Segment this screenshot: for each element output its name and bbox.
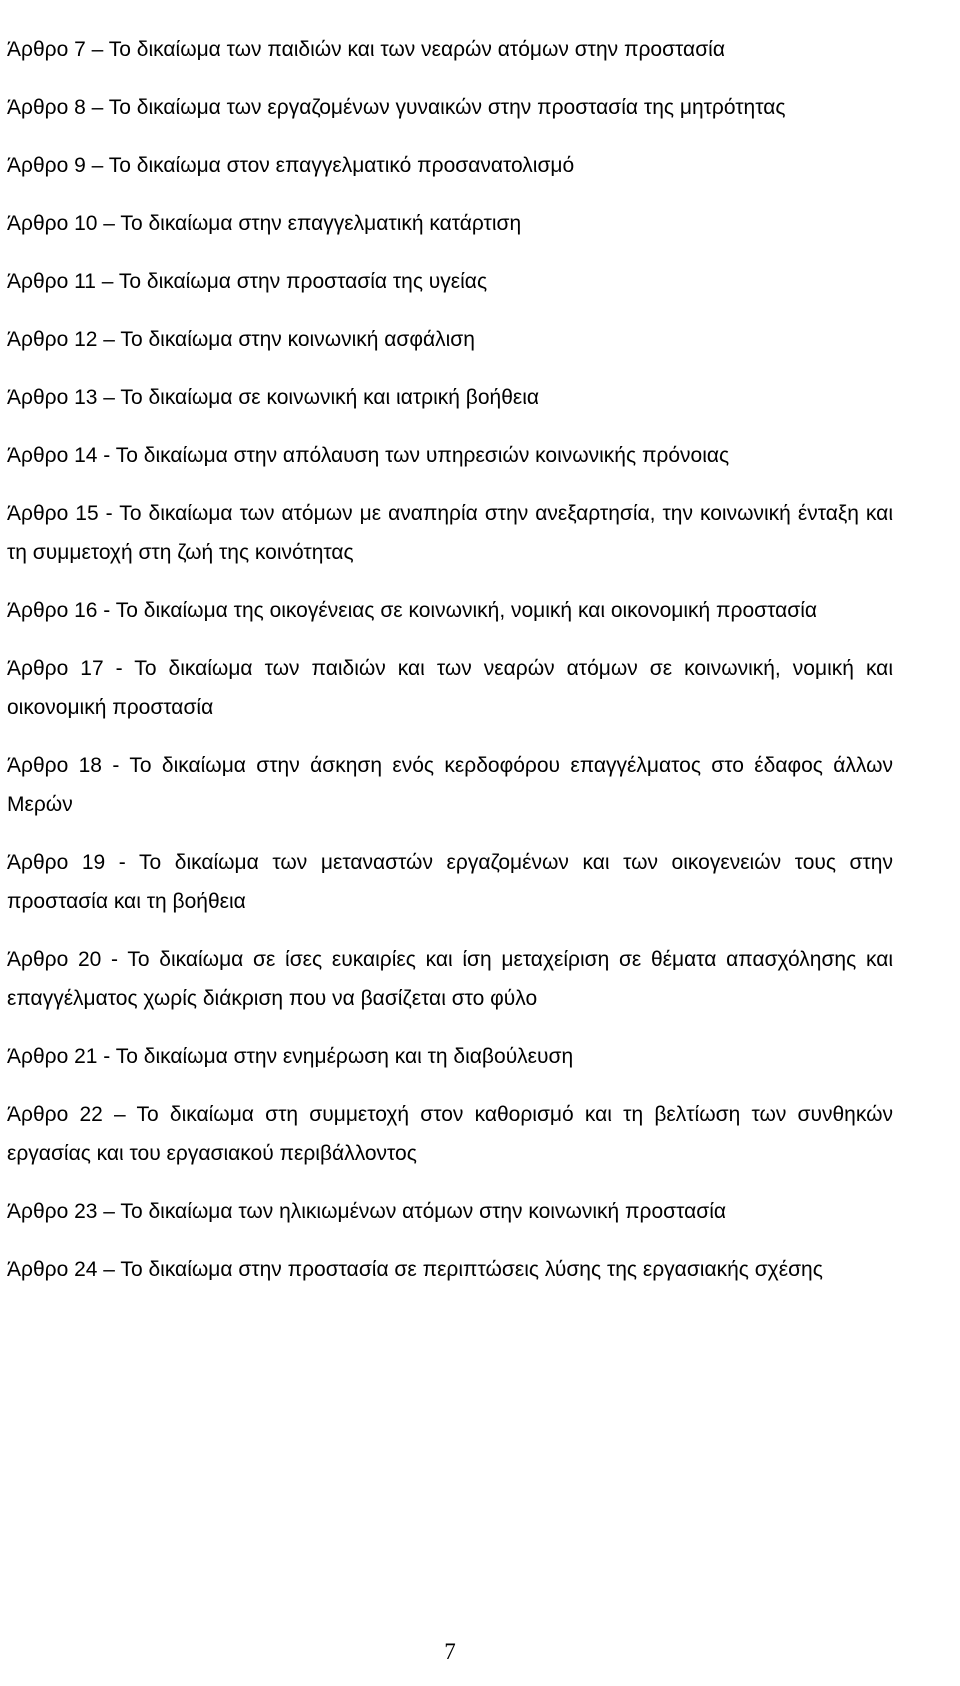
article-8: Άρθρο 8 – Το δικαίωμα των εργαζομένων γυναικών στην προστασία της μητρότητας <box>7 96 786 119</box>
article-15: Άρθρο 15 - Το δικαίωμα των ατόμων με αναπηρία στην ανεξαρτησία, την κοινωνική ένταξη και τη συμμετοχή στη ζωή της κοινότητας <box>7 502 893 564</box>
article-7: Άρθρο 7 – Το δικαίωμα των παιδιών και των νεαρών ατόμων στην προστασία <box>7 38 725 61</box>
article-23: Άρθρο 23 – Το δικαίωμα των ηλικιωμένων ατόμων στην κοινωνική προστασία <box>7 1200 727 1223</box>
article-12: Άρθρο 12 – Το δικαίωμα στην κοινωνική ασφάλιση <box>7 328 475 351</box>
article-11: Άρθρο 11 – Το δικαίωμα στην προστασία της υγείας <box>7 270 488 293</box>
article-19: Άρθρο 19 - Το δικαίωμα των μεταναστών εργαζομένων και των οικογενειών τους στην προστασία και τη βοήθεια <box>7 851 893 913</box>
article-17: Άρθρο 17 - Το δικαίωμα των παιδιών και των νεαρών ατόμων σε κοινωνική, νομική και οικονομική προστασία <box>7 657 893 719</box>
article-10: Άρθρο 10 – Το δικαίωμα στην επαγγελματική κατάρτιση <box>7 212 522 235</box>
article-14: Άρθρο 14 - Το δικαίωμα στην απόλαυση των υπηρεσιών κοινωνικής πρόνοιας <box>7 444 730 467</box>
article-24: Άρθρο 24 – Το δικαίωμα στην προστασία σε περιπτώσεις λύσης της εργασιακής σχέσης <box>7 1258 823 1281</box>
article-list <box>7 30 893 1308</box>
article-16: Άρθρο 16 - Το δικαίωμα της οικογένειας σε κοινωνική, νομική και οικονομική προστασία <box>7 599 818 622</box>
article-20: Άρθρο 20 - Το δικαίωμα σε ίσες ευκαιρίες και ίση μεταχείριση σε θέματα απασχόλησης και επαγγέλματος χωρίς διάκριση που να βασίζεται στο φύλο <box>7 948 893 1010</box>
article-18: Άρθρο 18 - Το δικαίωμα στην άσκηση ενός κερδοφόρου επαγγέλματος στο έδαφος άλλων Μερών <box>7 754 893 816</box>
article-13: Άρθρο 13 – Το δικαίωμα σε κοινωνική και ιατρική βοήθεια <box>7 386 540 409</box>
page-number: 7 <box>444 1639 456 1664</box>
article-21: Άρθρο 21 - Το δικαίωμα στην ενημέρωση και τη διαβούλευση <box>7 1045 574 1068</box>
article-22: Άρθρο 22 – Το δικαίωμα στη συμμετοχή στον καθορισμό και τη βελτίωση των συνθηκών εργασίας και του εργασιακού περιβάλλοντος <box>7 1103 893 1165</box>
article-9: Άρθρο 9 – Το δικαίωμα στον επαγγελματικό προσανατολισμό <box>7 154 575 177</box>
